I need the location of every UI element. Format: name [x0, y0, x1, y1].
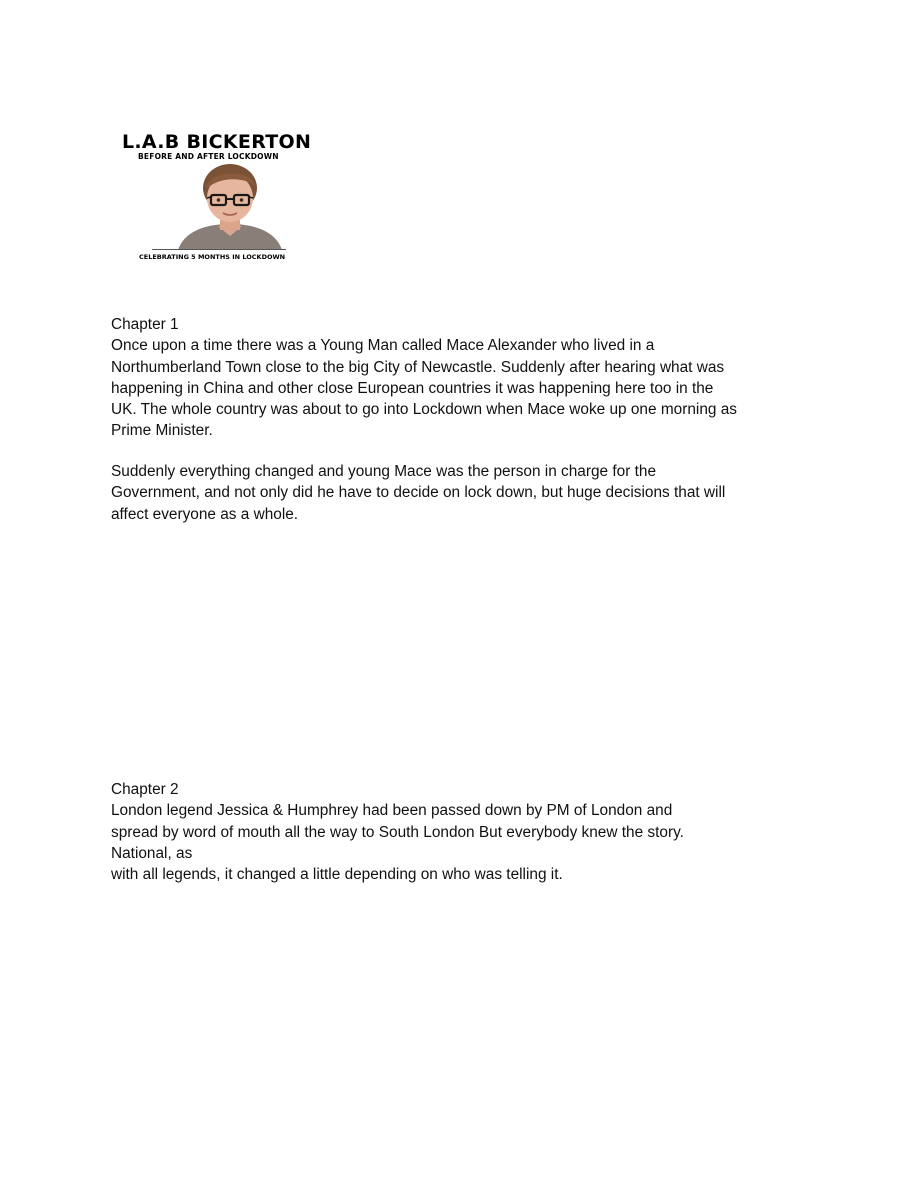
chapter-1-heading: Chapter 1: [111, 316, 179, 333]
paragraph-line: spread by word of mouth all the way to South London But everybody knew the story.: [111, 823, 684, 841]
paragraph-line: London legend Jessica & Humphrey had been passed down by PM of London and: [111, 802, 673, 820]
paragraph-line: UK. The whole country was about to go into Lockdown when Mace woke up one morning as: [111, 401, 737, 419]
logo-divider: [152, 249, 286, 250]
chapter-1-paragraph-2: [111, 461, 831, 525]
logo-subtitle: BEFORE AND AFTER LOCKDOWN: [138, 152, 279, 161]
paragraph-line: Suddenly everything changed and young Mace was the person in charge for the: [111, 463, 657, 480]
paragraph-line: Government, and not only did he have to decide on lock down, but huge decisions that will: [111, 484, 726, 502]
paragraph-line: Northumberland Town close to the big City of Newcastle. Suddenly after hearing what was: [111, 358, 725, 376]
paragraph-line: with all legends, it changed a little depending on who was telling it.: [111, 866, 563, 884]
paragraph-line: National, as: [111, 844, 193, 862]
paragraph-line: Once upon a time there was a Young Man called Mace Alexander who lived in a: [111, 337, 655, 355]
paragraph-line: happening in China and other close European countries it was happening here too in the: [111, 379, 714, 397]
chapter-1-section: [111, 314, 831, 442]
paragraph-line: affect everyone as a whole.: [111, 505, 299, 523]
logo-title: L.A.B BICKERTON: [122, 131, 312, 153]
chapter-2-heading: Chapter 2: [111, 781, 179, 798]
logo-caption: CELEBRATING 5 MONTHS IN LOCKDOWN: [139, 253, 286, 261]
chapter-2-section: [111, 779, 831, 885]
paragraph-line: Prime Minister.: [111, 422, 213, 440]
portrait-icon: [170, 162, 290, 250]
header-logo: [122, 132, 336, 266]
